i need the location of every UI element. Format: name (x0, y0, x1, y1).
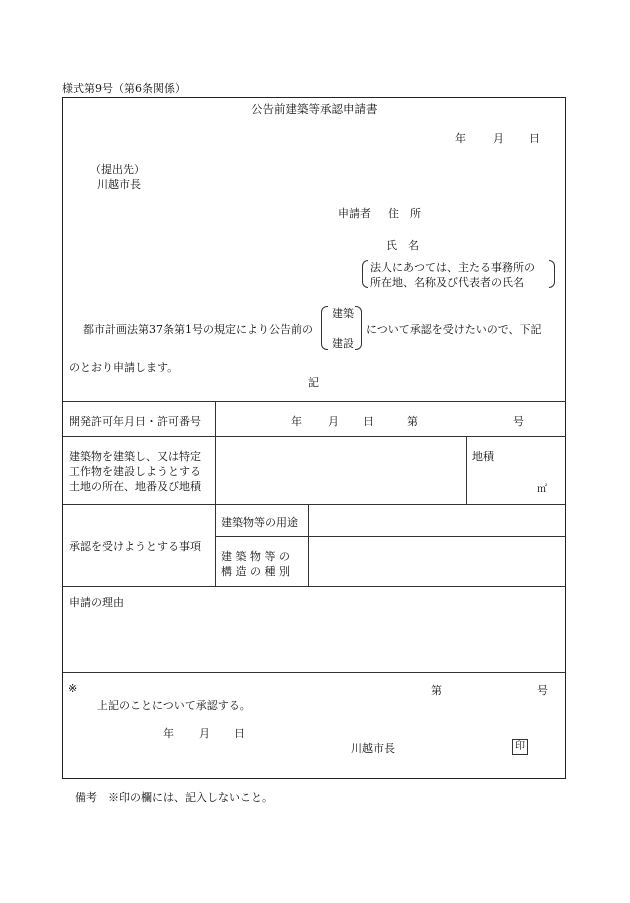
divider (215, 401, 216, 504)
office-use-mark: ※ (68, 682, 78, 695)
structure-label-line1: 建 築 物 等 の (221, 550, 290, 563)
form-title: 公告前建築等承認申請書 (251, 102, 378, 116)
ki-label: 記 (308, 376, 319, 389)
corporation-note-line1: 法人にあつては、主たる事務所の (370, 261, 535, 274)
applicant-address-label: 住 所 (388, 207, 421, 220)
office-day: 日 (234, 727, 245, 740)
recipient-name: 川越市長 (97, 178, 141, 191)
body-text-line2: のとおり申請します。 (69, 361, 179, 374)
note-bracket-left (362, 260, 368, 288)
divider (63, 504, 565, 505)
body-text-before: 都市計画法第37条第1号の規定により公告前の (83, 323, 313, 336)
office-month: 月 (199, 727, 210, 740)
date-day: 日 (529, 132, 540, 145)
form-number-label: 様式第9号（第6条関係） (62, 82, 186, 95)
divider (63, 672, 565, 673)
date-year: 年 (455, 132, 466, 145)
permit-label: 開発許可年月日・許可番号 (69, 415, 201, 428)
divider (308, 504, 309, 586)
building-use-label: 建築物等の用途 (221, 516, 298, 529)
remark-note: 備考 ※印の欄には、記入しないこと。 (75, 791, 273, 804)
divider (215, 536, 565, 537)
permit-month: 月 (328, 415, 339, 428)
office-dai: 第 (431, 684, 442, 697)
seal-mark: 印 (512, 739, 528, 755)
permit-go: 号 (513, 415, 524, 428)
option-bracket-left (321, 306, 328, 350)
applicant-label: 申請者 (338, 207, 371, 220)
corporation-note-line2: 所在地、名称及び代表者の氏名 (370, 276, 524, 289)
option-build: 建築 (332, 307, 354, 320)
note-bracket-right (549, 260, 555, 288)
land-label-line2: 工作物を建設しようとする (69, 465, 201, 478)
office-go: 号 (537, 684, 548, 697)
reason-label: 申請の理由 (69, 596, 124, 609)
divider (63, 401, 565, 402)
permit-dai: 第 (407, 415, 418, 428)
application-form-frame (62, 97, 566, 779)
permit-day: 日 (363, 415, 374, 428)
recipient-label: （提出先） (90, 163, 145, 176)
approval-matters-label: 承認を受けようとする事項 (69, 540, 201, 553)
applicant-name-label: 氏 名 (386, 239, 419, 252)
mayor-name: 川越市長 (351, 742, 395, 755)
land-label-line3: 土地の所在、地番及び地積 (69, 480, 201, 493)
office-year: 年 (163, 727, 174, 740)
area-unit: ㎡ (537, 484, 547, 495)
divider (63, 436, 565, 437)
body-text-after: について承認を受けたいので、下記 (366, 323, 542, 336)
approval-statement: 上記のことについて承認する。 (97, 699, 251, 712)
date-month: 月 (493, 132, 504, 145)
divider (63, 586, 565, 587)
option-bracket-right (355, 306, 362, 350)
divider (215, 504, 216, 586)
option-construct: 建設 (332, 337, 354, 350)
divider (466, 436, 467, 504)
permit-year: 年 (291, 415, 302, 428)
area-label: 地積 (472, 450, 494, 463)
land-label-line1: 建築物を建築し、又は特定 (69, 450, 201, 463)
structure-label-line2: 構 造 の 種 別 (221, 565, 290, 578)
